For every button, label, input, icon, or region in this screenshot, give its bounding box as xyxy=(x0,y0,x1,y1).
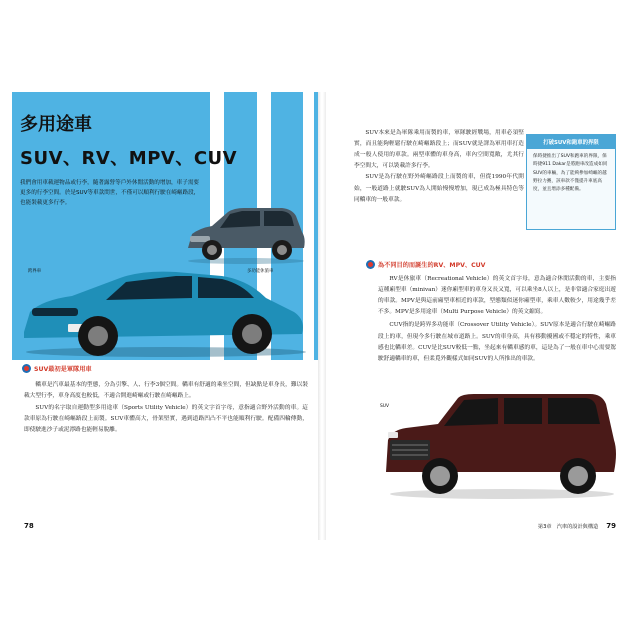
right-page xyxy=(326,92,628,540)
body-text xyxy=(24,380,308,438)
paragraph: SUV是為行駛在野外崎嶇路段上而製的車，但從1990年代開始，一般道路上就駛SUV為人開始慢慢增加，現已成為極具特色等同轎車的一般車款。 xyxy=(354,174,524,203)
page-title xyxy=(20,110,237,170)
body-text xyxy=(354,128,524,206)
suv-car-illustration xyxy=(382,390,618,502)
mpv-label: 多功能休旅車 xyxy=(247,269,274,274)
paragraph: SUV的名字取自運動型多用途車（Sports Utility Vehicle）的英文字首字母，意指適合野外活動的車。這款車原為行駛在崎嶇路段上而製。SUV車體高大，骨架堅實，遇到道路凹凸不平也能順利行駛。配備四輪傳動，即使駛進沙子或泥濘路也能輕易脫離。 xyxy=(24,405,308,434)
left-page xyxy=(12,92,318,540)
sidebar-title: 打破SUV和跑車的界限 xyxy=(527,135,615,149)
paragraph: SUV本來是為軍隊乘用而製的車，軍隊駛經戰場，用車必須堅實，而且能夠輕鬆行駛在崎嶇路段上；而SUV就是譯為軍用車打造成一般人使用的車款。兩型車體的車身高，車內空間寬敞，尤其行李空間大，可以裝載許多行李。 xyxy=(354,130,524,170)
page-number: 79 xyxy=(606,522,616,530)
sidebar-box xyxy=(526,134,616,230)
suv-label: SUV xyxy=(380,404,390,409)
hero-panel xyxy=(12,92,318,360)
title-line-2: SUV、RV、MPV、CUV xyxy=(20,148,238,169)
sidebar-text: 保時捷推出了SUV和跑車的界限，保時捷911 Dakar是將跑車改造成如同SUV的車輛，為了能夠參加崎嶇的越野拉力賽，該車款不僅提升車底高度，並且增添多種配備。 xyxy=(533,154,608,193)
paragraph: CUV指的是跨界多功能車（Crossover Utility Vehicle）。SUV原本是適合行駛在崎嶇路段上的車，但現今多行駛在城市道路上。SUV的車身高，具有移動擾國或不穩定的特性，乘車感也比轎車差。CUV是比SUV較低一點，坐起來有轎車感的車，這是為了一般在車中心需要駕駛舒適轎車的車，但柔覓外觀樣式如同SUV的人所推出的車款。 xyxy=(378,322,616,362)
intro-paragraph: 我們會用車載運物品或行李，隨著露營等戶外休閒活動的增加，車子需要更多的行李空間。於是SUV等車款問世，不僅可以順利行駛在崎嶇路段，也能裝載更多行李。 xyxy=(20,180,200,207)
page-number: 78 xyxy=(24,522,34,530)
body-text xyxy=(378,274,616,367)
title-line-1: 多用途車 xyxy=(20,114,92,135)
paragraph: 轎車是汽車最基本的型態，分為引擎、人、行李3個空間。轎車有舒適的乘坐空間，但缺點是車身長，難以裝載大型行李，車身高度也較低，不適合開進崎嶇或行駛在崎嶇路上。 xyxy=(24,382,308,400)
paragraph: RV是休旅車（Recreational Vehicle）的英文首字母，意為適合休閒活動的車，主要指這種廂型車（minivan）迷你廂型車的車身又長又寬，可以乘坐8人以上，是非常適合家庭出遊的車款。MPV是與這前廂型車相近的車款，型態類似迷你廂型車，乘車人數較少，用途幾乎差不多。MPV是多用途車（Multi Purpose Vehicle）的英文縮寫。 xyxy=(378,276,616,316)
section-heading-text: 為不同目的而誕生的RV、MPV、CUV xyxy=(378,262,486,269)
mpv-car-illustration xyxy=(182,204,308,266)
section-heading xyxy=(366,260,485,269)
section-heading-text: SUV最初是軍隊用車 xyxy=(34,366,92,373)
book-spread xyxy=(12,92,628,540)
cuv-label: 跨界車 xyxy=(28,269,42,274)
section-badge-icon xyxy=(366,260,375,269)
book-gutter xyxy=(318,92,326,540)
section-heading xyxy=(22,364,92,373)
running-head: 第3章 汽車的設計與構造 xyxy=(537,524,599,530)
cuv-car-illustration xyxy=(16,268,308,358)
section-badge-icon xyxy=(22,364,31,373)
page-footer xyxy=(538,522,616,530)
